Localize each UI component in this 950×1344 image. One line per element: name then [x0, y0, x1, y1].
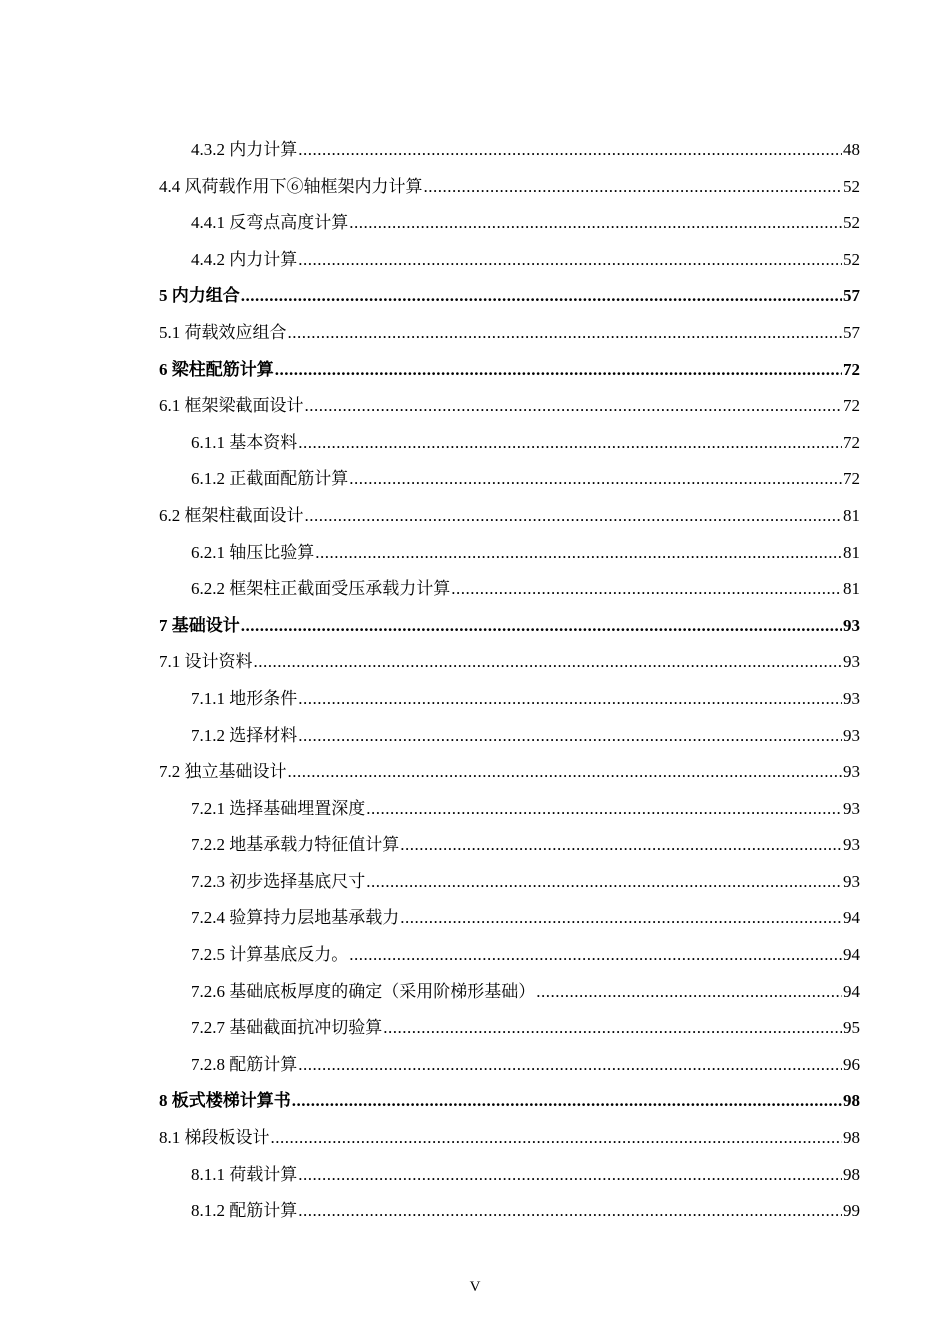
toc-entry-title: 5.1 荷载效应组合	[159, 322, 287, 342]
toc-entry[interactable]	[159, 1120, 860, 1157]
dot-leader	[536, 974, 842, 1011]
toc-entry-title: 7.2 独立基础设计	[159, 762, 287, 782]
toc-entry-title: 8.1.2 配筋计算	[191, 1201, 298, 1221]
toc-entry-page: 72	[843, 359, 860, 379]
toc-entry[interactable]	[159, 242, 860, 279]
toc-entry-page: 72	[843, 396, 860, 416]
dot-leader	[349, 205, 842, 242]
toc-entry-page: 98	[843, 1164, 860, 1184]
toc-entry-page: 72	[843, 469, 860, 489]
dot-leader	[400, 827, 842, 864]
toc-entry-page: 94	[843, 908, 860, 928]
toc-entry-page: 98	[843, 1091, 860, 1111]
toc-entry[interactable]	[159, 169, 860, 206]
page-number: V	[469, 1279, 481, 1295]
toc-entry[interactable]	[159, 132, 860, 169]
toc-entry-title: 4.4.1 反弯点高度计算	[191, 213, 349, 233]
toc-entry[interactable]	[159, 461, 860, 498]
toc-entry[interactable]	[159, 1157, 860, 1194]
dot-leader	[400, 900, 842, 937]
toc-entry[interactable]	[159, 535, 860, 572]
toc-entry[interactable]	[159, 388, 860, 425]
toc-entry-page: 52	[843, 176, 860, 196]
toc-entry[interactable]	[159, 974, 860, 1011]
dot-leader	[288, 754, 843, 791]
dot-leader	[349, 461, 842, 498]
dot-leader	[298, 718, 842, 755]
toc-entry[interactable]	[159, 900, 860, 937]
toc-entry-title: 6.1.1 基本资料	[191, 432, 298, 452]
dot-leader	[271, 1120, 843, 1157]
toc-entry-title: 7.2.1 选择基础埋置深度	[191, 798, 366, 818]
dot-leader	[305, 388, 843, 425]
toc-entry-title: 7.2.8 配筋计算	[191, 1054, 298, 1074]
toc-entry[interactable]	[159, 425, 860, 462]
toc-entry-title: 8.1.1 荷载计算	[191, 1164, 298, 1184]
toc-entry[interactable]	[159, 205, 860, 242]
toc-entry[interactable]	[159, 681, 860, 718]
toc-entry-page: 72	[843, 432, 860, 452]
toc-entry[interactable]	[159, 644, 860, 681]
toc-entry-title: 5 内力组合	[159, 286, 240, 306]
toc-entry-page: 52	[843, 249, 860, 269]
dot-leader	[298, 425, 842, 462]
dot-leader	[298, 1157, 842, 1194]
toc-entry[interactable]	[159, 315, 860, 352]
toc-entry-page: 93	[843, 871, 860, 891]
toc-entry-page: 94	[843, 981, 860, 1001]
dot-leader	[366, 864, 842, 901]
dot-leader	[275, 352, 842, 389]
toc-entry[interactable]	[159, 352, 860, 389]
toc-entry-page: 93	[843, 688, 860, 708]
toc-entry-title: 7 基础设计	[159, 615, 240, 635]
toc-entry-page: 94	[843, 945, 860, 965]
dot-leader	[241, 278, 842, 315]
toc-entry-title: 7.1.2 选择材料	[191, 725, 298, 745]
toc-entry-title: 7.1 设计资料	[159, 652, 253, 672]
dot-leader	[298, 242, 842, 279]
dot-leader	[298, 1193, 842, 1230]
toc-entry[interactable]	[159, 1047, 860, 1084]
toc-entry-page: 48	[843, 140, 860, 159]
toc-entry-title: 8 板式楼梯计算书	[159, 1091, 291, 1111]
toc-entry-title: 6.1 框架梁截面设计	[159, 396, 304, 416]
toc-entry-title: 4.4.2 内力计算	[191, 249, 298, 269]
toc-entry-title: 7.2.2 地基承载力特征值计算	[191, 835, 400, 855]
toc-entry[interactable]	[159, 1193, 860, 1230]
toc-entry-page: 93	[843, 725, 860, 745]
dot-leader	[241, 608, 842, 645]
toc-entry-title: 7.2.6 基础底板厚度的确定（采用阶梯形基础）	[191, 981, 536, 1001]
dot-leader	[292, 1083, 842, 1120]
toc-entry-title: 6 梁柱配筋计算	[159, 359, 274, 379]
toc-entry-page: 98	[843, 1128, 860, 1148]
toc-entry-page: 93	[843, 652, 860, 672]
toc-entry-title: 7.2.7 基础截面抗冲切验算	[191, 1018, 383, 1038]
toc-entry-page: 57	[843, 322, 860, 342]
toc-entry[interactable]	[159, 937, 860, 974]
toc-entry-title: 4.4 风荷载作用下⑥轴框架内力计算	[159, 176, 423, 196]
toc-entry-page: 81	[843, 579, 860, 599]
toc-entry[interactable]	[159, 718, 860, 755]
dot-leader	[383, 1010, 842, 1047]
toc-entry[interactable]	[159, 864, 860, 901]
toc-entry-page: 93	[843, 798, 860, 818]
dot-leader	[305, 498, 843, 535]
toc-entry-title: 8.1 梯段板设计	[159, 1128, 270, 1148]
toc-entry-title: 4.3.2 内力计算	[191, 140, 298, 159]
toc-entry[interactable]	[159, 791, 860, 828]
dot-leader	[254, 644, 843, 681]
toc-entry[interactable]	[159, 498, 860, 535]
toc-entry-page: 57	[843, 286, 860, 306]
toc-entry[interactable]	[159, 278, 860, 315]
toc-entry[interactable]	[159, 571, 860, 608]
toc-entry-page: 52	[843, 213, 860, 233]
toc-entry-title: 6.2.2 框架柱正截面受压承载力计算	[191, 579, 451, 599]
toc-entry-page: 99	[843, 1201, 860, 1221]
toc-entry-page: 81	[843, 542, 860, 562]
toc-entry-page: 93	[843, 835, 860, 855]
dot-leader	[349, 937, 842, 974]
dot-leader	[288, 315, 843, 352]
toc-entry-title: 6.2.1 轴压比验算	[191, 542, 315, 562]
toc-entry-title: 6.2 框架柱截面设计	[159, 505, 304, 525]
toc-entry-page: 96	[843, 1054, 860, 1074]
toc-entry[interactable]	[159, 827, 860, 864]
table-of-contents	[159, 132, 860, 1230]
dot-leader	[298, 1047, 842, 1084]
toc-entry-title: 7.1.1 地形条件	[191, 688, 298, 708]
dot-leader	[451, 571, 842, 608]
dot-leader	[298, 681, 842, 718]
toc-entry-title: 7.2.4 验算持力层地基承载力	[191, 908, 400, 928]
toc-entry[interactable]	[159, 1010, 860, 1047]
toc-entry[interactable]	[159, 754, 860, 791]
toc-entry-page: 95	[843, 1018, 860, 1038]
toc-entry-title: 7.2.3 初步选择基底尺寸	[191, 871, 366, 891]
dot-leader	[315, 535, 842, 572]
toc-entry-page: 93	[843, 615, 860, 635]
toc-entry-title: 7.2.5 计算基底反力。	[191, 945, 349, 965]
dot-leader	[424, 169, 843, 206]
dot-leader	[298, 132, 842, 169]
dot-leader	[366, 791, 842, 828]
toc-entry-page: 93	[843, 762, 860, 782]
toc-entry[interactable]	[159, 608, 860, 645]
toc-entry-page: 81	[843, 505, 860, 525]
toc-entry-title: 6.1.2 正截面配筋计算	[191, 469, 349, 489]
toc-entry[interactable]	[159, 1083, 860, 1120]
